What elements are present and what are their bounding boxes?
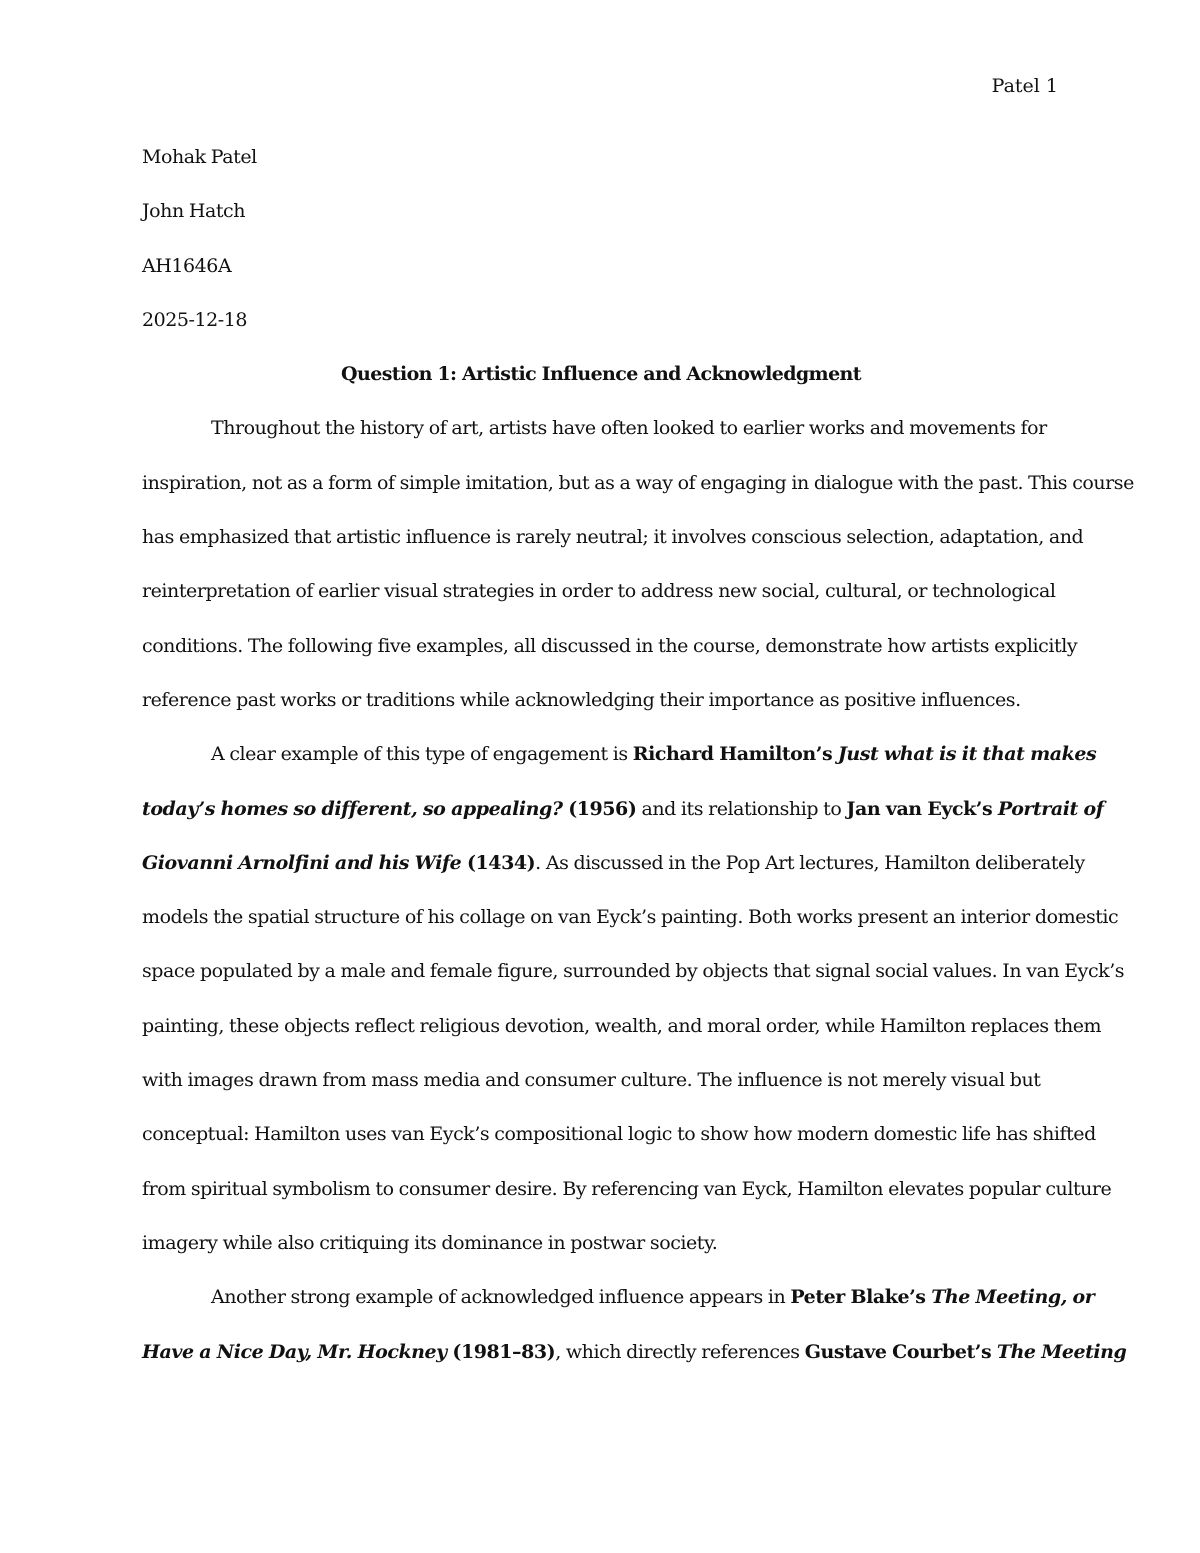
document-body <box>142 144 1134 1393</box>
course-code: AH1646A <box>142 254 232 277</box>
text-run: , which directly references <box>555 1340 805 1363</box>
bold-text-run: Gustave Courbet’s <box>804 1340 997 1363</box>
bold-text-run: Jan van Eyck’s <box>846 797 998 820</box>
text-run: reference past works or traditions while acknowledging their importance as positive influences. <box>142 688 1021 711</box>
bold-text-run: Peter Blake’s <box>790 1286 932 1309</box>
text-run: imagery while also critiquing its dominance in postwar society. <box>142 1231 718 1254</box>
bold-text-run: (1434) <box>461 851 536 874</box>
body-line <box>142 904 1119 958</box>
body-line <box>142 741 1097 795</box>
body-line <box>142 1121 1096 1175</box>
body-line <box>142 1230 1060 1284</box>
body-line <box>142 958 1125 1012</box>
running-head: Patel 1 <box>991 75 1058 97</box>
bold-italic-title-run: Have a Nice Day, Mr. Hockney <box>142 1340 447 1363</box>
body-line <box>142 578 1060 632</box>
text-run: from spiritual symbolism to consumer desire. By referencing van Eyck, Hamilton elevates popular culture <box>142 1177 1112 1200</box>
body-line <box>142 1339 1127 1393</box>
bold-italic-title-run: today’s homes so different, so appealing? <box>142 797 563 820</box>
body-line <box>142 633 1078 687</box>
text-run: conceptual: Hamilton uses van Eyck’s compositional logic to show how modern domestic life has shifted <box>142 1123 1096 1146</box>
text-run: space populated by a male and female figure, surrounded by objects that signal social values. In van Eyck’s <box>142 960 1125 983</box>
text-run: Another strong example of acknowledged influence appears in <box>211 1286 791 1309</box>
text-run: and its relationship to <box>636 797 847 820</box>
student-name: Mohak Patel <box>142 146 257 168</box>
document-date: 2025-12-18 <box>142 308 248 331</box>
body-line <box>142 1284 1095 1338</box>
essay-title: Question 1: Artistic Influence and Acknowledgment <box>341 363 861 386</box>
body-line <box>142 470 1134 524</box>
bold-italic-title-run: The Meeting, or <box>931 1286 1095 1309</box>
bold-text-run: (1981–83) <box>446 1340 556 1363</box>
text-run: inspiration, not as a form of simple imitation, but as a way of engaging in dialogue with the past. This course <box>142 471 1134 494</box>
bold-text-run: (1956) <box>562 797 637 820</box>
text-run: conditions. The following five examples, all discussed in the course, demonstrate how artists explicitly <box>142 634 1078 657</box>
text-run: reinterpretation of earlier visual strategies in order to address new social, cultural, or technological <box>142 580 1056 603</box>
body-line <box>142 1176 1112 1230</box>
text-run: has emphasized that artistic influence is rarely neutral; it involves conscious selection, adaptation, and <box>142 526 1084 549</box>
body-line <box>142 1067 1060 1121</box>
body-line <box>142 850 1085 904</box>
body-line <box>142 796 1104 850</box>
text-run: Throughout the history of art, artists have often looked to earlier works and movements for <box>211 417 1047 440</box>
instructor-name: John Hatch <box>142 200 245 223</box>
bold-italic-title-run: The Meeting <box>996 1340 1127 1363</box>
bold-italic-title-run: Portrait of <box>997 797 1104 820</box>
body-line <box>142 524 1084 578</box>
body-line <box>142 687 1060 741</box>
body-line <box>142 415 1060 469</box>
bold-italic-title-run: Giovanni Arnolfini and his Wife <box>142 851 462 874</box>
body-line <box>142 1013 1102 1067</box>
text-run: with images drawn from mass media and consumer culture. The influence is not merely visual but <box>142 1069 1041 1092</box>
text-run: painting, these objects reflect religious devotion, wealth, and moral order, while Hamilton replaces them <box>142 1014 1102 1037</box>
bold-italic-title-run: Just what is it that makes <box>837 743 1097 766</box>
text-run: A clear example of this type of engagement is <box>211 743 633 766</box>
text-run: . As discussed in the Pop Art lectures, Hamilton deliberately <box>535 851 1085 874</box>
text-run: models the spatial structure of his collage on van Eyck’s painting. Both works present an interior domestic <box>142 906 1119 929</box>
bold-text-run: Richard Hamilton’s <box>632 743 838 766</box>
